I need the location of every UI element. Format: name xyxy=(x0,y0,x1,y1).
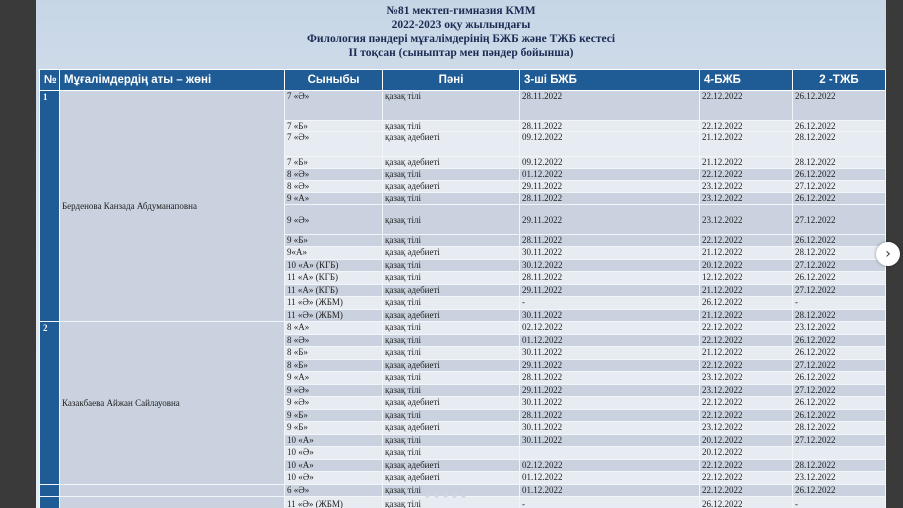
class-cell: 11 «Ә» (ЖБМ) xyxy=(285,497,383,508)
bzhb4-cell: 22.12.2022 xyxy=(700,472,793,485)
subject-cell: қазақ тілі xyxy=(383,497,520,508)
class-cell: 11 «Ә» (ЖБМ) xyxy=(285,310,383,322)
bzhb4-cell: 22.12.2022 xyxy=(700,235,793,247)
bzhb3-cell: 28.11.2022 xyxy=(520,121,700,132)
bzhb4-cell: 22.12.2022 xyxy=(700,410,793,422)
class-cell: 8 «Б» xyxy=(285,360,383,372)
subject-cell: қазақ әдебиеті xyxy=(383,285,520,297)
bzhb4-cell: 23.12.2022 xyxy=(700,193,793,205)
class-cell: 11 «А» (КГБ) xyxy=(285,285,383,297)
bzhb3-cell: 29.11.2022 xyxy=(520,385,700,397)
bzhb3-cell: 02.12.2022 xyxy=(520,460,700,472)
subject-cell: қазақ әдебиеті xyxy=(383,422,520,435)
tzhb2-cell: 26.12.2022 xyxy=(793,335,886,347)
tzhb2-cell: 28.12.2022 xyxy=(793,460,886,472)
bzhb3-cell: 30.11.2022 xyxy=(520,247,700,260)
tzhb2-cell: 27.12.2022 xyxy=(793,285,886,297)
bzhb4-cell: 21.12.2022 xyxy=(700,247,793,260)
class-cell: 8 «Ә» xyxy=(285,181,383,193)
heading-title: Филология пәндері мұғалімдерінің БЖБ және ТЖБ кестесі xyxy=(306,33,616,45)
tzhb2-cell: 27.12.2022 xyxy=(793,260,886,272)
subject-cell: қазақ тілі xyxy=(383,410,520,422)
subject-cell: қазақ әдебиеті xyxy=(383,132,520,157)
bzhb4-cell: 22.12.2022 xyxy=(700,360,793,372)
header-teacher: Мұғалімдердің аты – жөні xyxy=(60,70,285,91)
tzhb2-cell: - xyxy=(793,497,886,508)
subject-cell: қазақ әдебиеті xyxy=(383,360,520,372)
bzhb3-cell xyxy=(520,447,700,460)
bzhb4-cell: 23.12.2022 xyxy=(700,181,793,193)
bzhb4-cell: 23.12.2022 xyxy=(700,385,793,397)
bzhb3-cell: 30.11.2022 xyxy=(520,397,700,410)
bzhb4-cell: 22.12.2022 xyxy=(700,335,793,347)
bzhb4-cell: 23.12.2022 xyxy=(700,422,793,435)
subject-cell: қазақ тілі xyxy=(383,297,520,310)
bzhb4-cell: 21.12.2022 xyxy=(700,157,793,169)
subject-cell: қазақ әдебиеті xyxy=(383,460,520,472)
tzhb2-cell: 26.12.2022 xyxy=(793,372,886,385)
subject-cell: қазақ тілі xyxy=(383,447,520,460)
bzhb4-cell: 22.12.2022 xyxy=(700,121,793,132)
subject-cell: қазақ тілі xyxy=(383,169,520,181)
class-cell: 9 «Ә» xyxy=(285,397,383,410)
bzhb3-cell: 30.11.2022 xyxy=(520,347,700,360)
teacher-name xyxy=(60,497,285,508)
pager-dot[interactable] xyxy=(443,493,448,498)
teacher-name: Берденова Канзада Абдуманаповна xyxy=(60,91,285,322)
class-cell: 8 «А» xyxy=(285,322,383,335)
next-slide-button[interactable] xyxy=(876,242,900,266)
table-row xyxy=(40,497,886,508)
subject-cell: қазақ тілі xyxy=(383,435,520,447)
bzhb3-cell: 30.11.2022 xyxy=(520,435,700,447)
tzhb2-cell: 26.12.2022 xyxy=(793,485,886,497)
class-cell: 11 «А» (КГБ) xyxy=(285,272,383,285)
table-body xyxy=(40,91,886,508)
tzhb2-cell: 23.12.2022 xyxy=(793,322,886,335)
bzhb3-cell: 28.11.2022 xyxy=(520,235,700,247)
heading-year: 2022-2023 оқу жылындағы xyxy=(391,19,531,31)
bzhb4-cell: 20.12.2022 xyxy=(700,447,793,460)
bzhb3-cell: 28.11.2022 xyxy=(520,410,700,422)
pager-dot[interactable] xyxy=(434,493,439,498)
class-cell: 8 «Ә» xyxy=(285,169,383,181)
pager-dot[interactable] xyxy=(425,493,430,498)
tzhb2-cell: 26.12.2022 xyxy=(793,397,886,410)
bzhb4-cell: 22.12.2022 xyxy=(700,460,793,472)
class-cell: 9 «Б» xyxy=(285,422,383,435)
bzhb4-cell: 12.12.2022 xyxy=(700,272,793,285)
bzhb4-cell: 22.12.2022 xyxy=(700,169,793,181)
header-bzhb3: 3-ші БЖБ xyxy=(520,70,700,91)
tzhb2-cell: 27.12.2022 xyxy=(793,181,886,193)
header-class: Сыныбы xyxy=(285,70,383,91)
bzhb3-cell: 09.12.2022 xyxy=(520,132,700,157)
class-cell: 9 «Б» xyxy=(285,410,383,422)
bzhb3-cell: 28.11.2022 xyxy=(520,193,700,205)
bzhb4-cell: 20.12.2022 xyxy=(700,260,793,272)
tzhb2-cell: 28.12.2022 xyxy=(793,310,886,322)
bzhb3-cell: 29.11.2022 xyxy=(520,285,700,297)
pager-dot[interactable] xyxy=(461,493,466,498)
bzhb3-cell: 01.12.2022 xyxy=(520,169,700,181)
tzhb2-cell: 28.12.2022 xyxy=(793,157,886,169)
chevron-right-icon: › xyxy=(885,246,891,262)
subject-cell: қазақ тілі xyxy=(383,485,520,497)
tzhb2-cell: 26.12.2022 xyxy=(793,410,886,422)
class-cell: 7 «Ә» xyxy=(285,132,383,157)
document-heading xyxy=(36,4,886,60)
bzhb3-cell: 28.11.2022 xyxy=(520,372,700,385)
heading-school: №81 мектеп-гимназия КММ xyxy=(386,5,536,17)
class-cell: 7 «Б» xyxy=(285,157,383,169)
slide xyxy=(36,0,886,508)
bzhb3-cell: 30.11.2022 xyxy=(520,422,700,435)
tzhb2-cell: 26.12.2022 xyxy=(793,347,886,360)
bzhb3-cell: 09.12.2022 xyxy=(520,157,700,169)
subject-cell: қазақ тілі xyxy=(383,347,520,360)
subject-cell: қазақ тілі xyxy=(383,91,520,121)
subject-cell: қазақ тілі xyxy=(383,121,520,132)
bzhb4-cell: 21.12.2022 xyxy=(700,285,793,297)
class-cell: 10 «А» xyxy=(285,435,383,447)
tzhb2-cell: 27.12.2022 xyxy=(793,360,886,372)
bzhb3-cell: - xyxy=(520,297,700,310)
subject-cell: қазақ тілі xyxy=(383,193,520,205)
subject-cell: қазақ әдебиеті xyxy=(383,181,520,193)
bzhb4-cell: 21.12.2022 xyxy=(700,132,793,157)
tzhb2-cell: 26.12.2022 xyxy=(793,193,886,205)
bzhb3-cell: 28.11.2022 xyxy=(520,91,700,121)
bzhb3-cell: 29.11.2022 xyxy=(520,360,700,372)
tzhb2-cell: 28.12.2022 xyxy=(793,132,886,157)
table-header-row xyxy=(40,70,886,91)
bzhb4-cell: 23.12.2022 xyxy=(700,372,793,385)
class-cell: 9 «А» xyxy=(285,193,383,205)
bzhb4-cell: 21.12.2022 xyxy=(700,310,793,322)
subject-cell: қазақ тілі xyxy=(383,260,520,272)
subject-cell: қазақ тілі xyxy=(383,205,520,235)
bzhb3-cell: 01.12.2022 xyxy=(520,472,700,485)
bzhb3-cell: 01.12.2022 xyxy=(520,335,700,347)
bzhb3-cell: 02.12.2022 xyxy=(520,322,700,335)
class-cell: 6 «Ә» xyxy=(285,485,383,497)
teacher-name xyxy=(60,485,285,497)
tzhb2-cell: 28.12.2022 xyxy=(793,422,886,435)
class-cell: 11 «Ә» (ЖБМ) xyxy=(285,297,383,310)
subject-cell: қазақ әдебиеті xyxy=(383,247,520,260)
class-cell: 8 «Ә» xyxy=(285,335,383,347)
subject-cell: қазақ тілі xyxy=(383,272,520,285)
teacher-name: Казакбаева Айжан Сайлауовна xyxy=(60,322,285,485)
bzhb3-cell: 29.11.2022 xyxy=(520,205,700,235)
bzhb4-cell: 22.12.2022 xyxy=(700,397,793,410)
tzhb2-cell: 27.12.2022 xyxy=(793,385,886,397)
table-row xyxy=(40,322,886,335)
bzhb3-cell: 28.11.2022 xyxy=(520,272,700,285)
subject-cell: қазақ әдебиеті xyxy=(383,310,520,322)
tzhb2-cell: 26.12.2022 xyxy=(793,235,886,247)
bzhb3-cell: 30.12.2022 xyxy=(520,260,700,272)
header-subject: Пәні xyxy=(383,70,520,91)
pager-dots xyxy=(425,493,466,498)
header-bzhb4: 4-БЖБ xyxy=(700,70,793,91)
subject-cell: қазақ тілі xyxy=(383,335,520,347)
tzhb2-cell xyxy=(793,447,886,460)
class-cell: 9 «Ә» xyxy=(285,205,383,235)
tzhb2-cell: 23.12.2022 xyxy=(793,472,886,485)
class-cell: 10 «Ә» xyxy=(285,447,383,460)
bzhb3-cell: 30.11.2022 xyxy=(520,310,700,322)
class-cell: 9 «Б» xyxy=(285,235,383,247)
table-row xyxy=(40,91,886,121)
tzhb2-cell: 26.12.2022 xyxy=(793,91,886,121)
heading-quarter: II тоқсан (сыныптар мен пәндер бойынша) xyxy=(348,47,574,59)
subject-cell: қазақ әдебиеті xyxy=(383,472,520,485)
tzhb2-cell: 26.12.2022 xyxy=(793,169,886,181)
bzhb3-cell: 01.12.2022 xyxy=(520,485,700,497)
teacher-number: 2 xyxy=(40,322,60,485)
tzhb2-cell: 27.12.2022 xyxy=(793,435,886,447)
header-number: № xyxy=(40,70,60,91)
subject-cell: қазақ тілі xyxy=(383,385,520,397)
class-cell: 7 «Б» xyxy=(285,121,383,132)
tzhb2-cell: 26.12.2022 xyxy=(793,272,886,285)
class-cell: 9 «Ә» xyxy=(285,385,383,397)
subject-cell: қазақ әдебиеті xyxy=(383,397,520,410)
teacher-number xyxy=(40,497,60,508)
bzhb4-cell: 20.12.2022 xyxy=(700,435,793,447)
schedule-table xyxy=(39,69,886,508)
bzhb3-cell: - xyxy=(520,497,700,508)
bzhb4-cell: 23.12.2022 xyxy=(700,205,793,235)
subject-cell: қазақ әдебиеті xyxy=(383,157,520,169)
bzhb4-cell: 22.12.2022 xyxy=(700,91,793,121)
class-cell: 7 «Ә» xyxy=(285,91,383,121)
subject-cell: қазақ тілі xyxy=(383,235,520,247)
bzhb4-cell: 21.12.2022 xyxy=(700,347,793,360)
bzhb4-cell: 22.12.2022 xyxy=(700,322,793,335)
bzhb4-cell: 26.12.2022 xyxy=(700,497,793,508)
teacher-number xyxy=(40,485,60,497)
class-cell: 9 «А» xyxy=(285,372,383,385)
class-cell: 10 «А» xyxy=(285,460,383,472)
class-cell: 10 «А» (КГБ) xyxy=(285,260,383,272)
bzhb4-cell: 22.12.2022 xyxy=(700,485,793,497)
tzhb2-cell: 27.12.2022 xyxy=(793,205,886,235)
tzhb2-cell: 28.12.2022 xyxy=(793,247,886,260)
header-tzhb2: 2 -ТЖБ xyxy=(793,70,886,91)
class-cell: 10 «Ә» xyxy=(285,472,383,485)
subject-cell: қазақ тілі xyxy=(383,322,520,335)
tzhb2-cell: 26.12.2022 xyxy=(793,121,886,132)
class-cell: 9«А» xyxy=(285,247,383,260)
pager-dot[interactable] xyxy=(452,493,457,498)
tzhb2-cell: - xyxy=(793,297,886,310)
teacher-number: 1 xyxy=(40,91,60,322)
bzhb3-cell: 29.11.2022 xyxy=(520,181,700,193)
subject-cell: қазақ тілі xyxy=(383,372,520,385)
bzhb4-cell: 26.12.2022 xyxy=(700,297,793,310)
class-cell: 8 «Б» xyxy=(285,347,383,360)
